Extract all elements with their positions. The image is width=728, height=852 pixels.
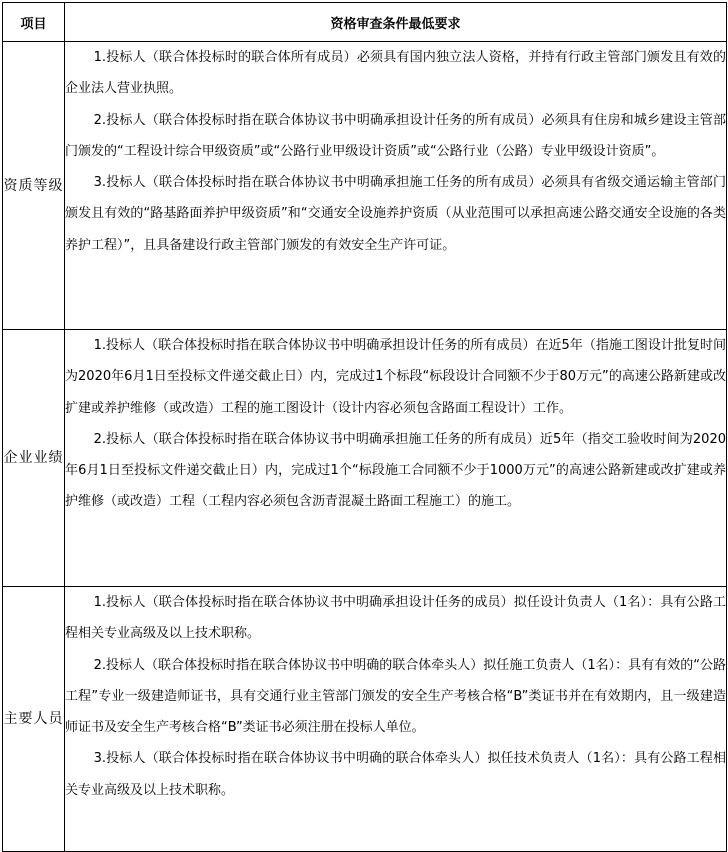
- requirement-paragraph: 2.投标人（联合体投标时指在联合体协议书中明确承担施工任务的所有成员）近5年（指交工验收时间为2020年6月1日至投标文件递交截止日）内，完成过1个“标段施工合同额不少于1000万元”的高速公路新建或改扩建或养护维修（或改造）工程（工程内容必须包含沥青混凝土路面工程施工）的施工。: [65, 431, 726, 510]
- requirement-paragraph: 1.投标人（联合体投标时的联合体所有成员）必须具有国内独立法人资格，并持有行政主管部门颁发且有效的企业法人营业执照。: [65, 50, 726, 97]
- row-item-label: 资质等级: [3, 42, 65, 330]
- table-header-row: [3, 3, 727, 42]
- requirement-paragraph: 3.投标人（联合体投标时指在联合体协议书中明确承担施工任务的所有成员）必须具有省级交通运输主管部门颁发且有效的“路基路面养护甲级资质”和“交通安全设施养护资质（从业范围可以承担高速公路交通安全设施的各类养护工程）”，且具备建设行政主管部门颁发的有效安全生产许可证。: [65, 175, 726, 253]
- requirement-paragraph: 3.投标人（联合体投标时指在联合体协议书中明确的联合体牵头人）拟任技术负责人（1名）：具有公路工程相关专业高级及以上技术职称。: [65, 751, 726, 798]
- header-requirement: 资格审查条件最低要求: [65, 3, 727, 42]
- table-row-key-personnel: [3, 587, 727, 852]
- requirement-paragraph: 2.投标人（联合体投标时指在联合体协议书中明确承担设计任务的所有成员）必须具有住房和城乡建设主管部门颁发的“工程设计综合甲级资质”或“公路行业甲级设计资质”或“公路行业（公路）专业甲级设计资质”。: [65, 112, 726, 159]
- row-item-label: 主要人员: [3, 587, 65, 852]
- requirement-paragraph: 2.投标人（联合体投标时指在联合体协议书中明确的联合体牵头人）拟任施工负责人（1名）：具有有效的“公路工程”专业一级建造师证书，具有交通行业主管部门颁发的安全生产考核合格“B”类证书并在有效期内，且一级建造师证书及安全生产考核合格“B”类证书必须注册在投标人单位。: [65, 657, 726, 736]
- row-requirements: [65, 42, 727, 330]
- table-row-company-performance: [3, 330, 727, 587]
- table-row-qualification-level: [3, 42, 727, 330]
- row-item-label: 企业业绩: [3, 330, 65, 587]
- row-requirements: [65, 330, 727, 587]
- requirement-paragraph: 1.投标人（联合体投标时指在联合体协议书中明确承担设计任务的成员）拟任设计负责人（1名）：具有公路工程相关专业高级及以上技术职称。: [65, 595, 726, 642]
- qualification-table: [2, 2, 727, 852]
- qualification-document: [2, 2, 726, 852]
- header-item: 项目: [3, 3, 65, 42]
- requirement-paragraph: 1.投标人（联合体投标时指在联合体协议书中明确承担设计任务的所有成员）在近5年（指施工图设计批复时间为2020年6月1日至投标文件递交截止日）内，完成过1个标段“标段设计合同额不少于80万元”的高速公路新建或改扩建或养护维修（或改造）工程的施工图设计（设计内容必须包含路面工程设计）工作。: [65, 338, 726, 416]
- row-requirements: [65, 587, 727, 852]
